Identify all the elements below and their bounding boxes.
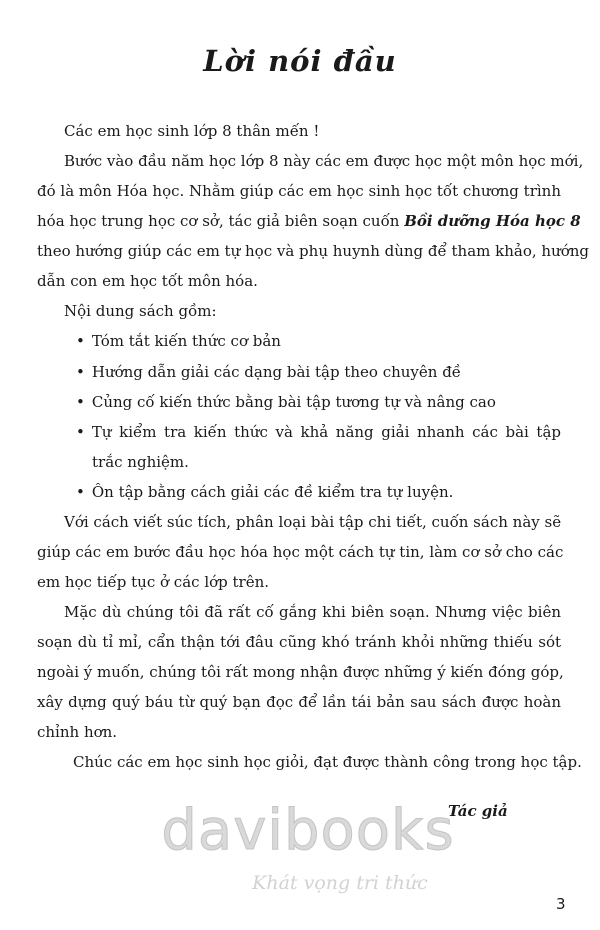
para3-line-2: soạn dù tỉ mỉ, cẩn thận tới đâu cũng khó tránh khỏi những thiếu sót [37, 633, 561, 651]
watermark-brand: davibooks [161, 798, 455, 863]
para2-line-1: Với cách viết súc tích, phân loại bài tập chi tiết, cuốn sách này sẽ [64, 513, 562, 531]
bullet-item [76, 482, 453, 502]
para2-line-3: em học tiếp tục ở các lớp trên. [37, 573, 270, 591]
bullet-text: Tóm tắt kiến thức cơ bản [91, 332, 281, 350]
intro-line-2: đó là môn Hóa học. Nhằm giúp các em học sinh học tốt chương trình [37, 182, 561, 200]
bullet-icon: • [76, 332, 85, 350]
para3-line-3: ngoài ý muốn, chúng tôi rất mong nhận được những ý kiến đóng góp, [37, 663, 564, 681]
para3-line-4: xây dựng quý báu từ quý bạn đọc để lần tái bản sau sách được hoàn [37, 693, 561, 711]
bullet-item [76, 362, 461, 382]
bullet-item [76, 331, 281, 351]
bullet-item [76, 422, 561, 442]
intro-line-5: dẫn con em học tốt môn hóa. [37, 272, 258, 290]
bullet-icon: • [76, 483, 85, 501]
bullet-item [76, 392, 496, 412]
intro-line-3 [37, 211, 581, 231]
bullet-text: Ôn tập bằng cách giải các đề kiểm tra tự luyện. [91, 483, 454, 501]
watermark-tagline: Khát vọng tri thức [252, 872, 428, 894]
intro-line-4: theo hướng giúp các em tự học và phụ huynh dùng để tham khảo, hướng [37, 242, 590, 260]
bullet-icon: • [76, 423, 85, 441]
page-number: 3 [556, 895, 566, 913]
intro-line-3-text: hóa học trung học cơ sở, tác giả biên soạn cuốn [37, 212, 405, 230]
intro-line-1: Bước vào đầu năm học lớp 8 này các em được học một môn học mới, [64, 152, 584, 170]
closing-line: Chúc các em học sinh học giỏi, đạt được thành công trong học tập. [73, 753, 582, 771]
bullet-continuation: trắc nghiệm. [92, 453, 189, 471]
para3-line-5: chỉnh hơn. [37, 723, 118, 741]
author-signature: Tác giả [448, 802, 508, 820]
page-title: Lời nói đầu [203, 44, 397, 78]
para2-line-2: giúp các em bước đầu học hóa học một cách tự tin, làm cơ sở cho các [37, 543, 564, 561]
book-title: Bồi dưỡng Hóa học 8 [404, 212, 581, 230]
bullet-text: Củng cố kiến thức bằng bài tập tương tự và nâng cao [91, 393, 496, 411]
bullet-icon: • [76, 363, 85, 381]
bullet-icon: • [76, 393, 85, 411]
bullet-text: Tự kiểm tra kiến thức và khả năng giải nhanh các bài tập [91, 423, 561, 441]
contents-heading: Nội dung sách gồm: [64, 302, 217, 320]
greeting-line: Các em học sinh lớp 8 thân mến ! [64, 122, 320, 140]
para3-line-1: Mặc dù chúng tôi đã rất cố gắng khi biên soạn. Nhưng việc biên [64, 603, 561, 621]
bullet-text: Hướng dẫn giải các dạng bài tập theo chuyên đề [91, 363, 462, 381]
